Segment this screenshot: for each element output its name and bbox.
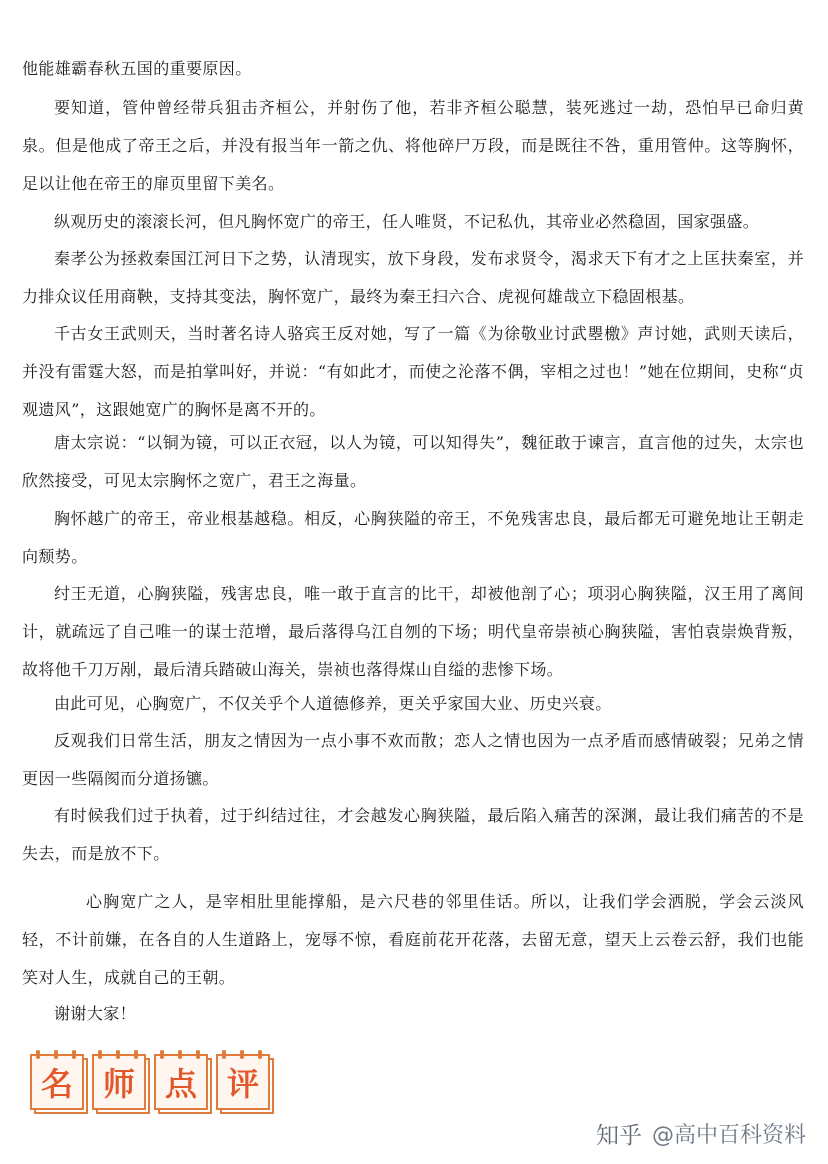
closing-thanks: 谢谢大家！ bbox=[54, 1004, 137, 1023]
paragraph-10: 反观我们日常生活，朋友之情因为一点小事不欢而散；恋人之情也因为一点矛盾而感情破裂；兄弟之情更因一些隔阂而分道扬镳。 bbox=[22, 731, 804, 788]
stamp-char: 评 bbox=[216, 1054, 270, 1110]
paragraph-7: 胸怀越广的帝王，帝业根基越稳。相反，心胸狭隘的帝王，不免残害忠良，最后都无可避免地让王朝走向颓势。 bbox=[22, 509, 804, 566]
stamp-card bbox=[92, 1050, 150, 1112]
paragraph-1: 他能雄霸春秋五国的重要原因。 bbox=[22, 59, 252, 78]
stamp-char: 名 bbox=[30, 1054, 84, 1110]
stamp-card bbox=[30, 1050, 88, 1112]
stamp-card bbox=[154, 1050, 212, 1112]
stamp-card bbox=[216, 1050, 274, 1112]
paragraph-5: 千古女王武则天，当时著名诗人骆宾王反对她，写了一篇《为徐敬业讨武瞾檄》声讨她，武则天读后，并没有雷霆大怒，而是拍掌叫好，并说：“有如此才，而使之沦落不偶，宰相之过也！”她在位期间，史称“贞观遗风”，这跟她宽广的胸怀是离不开的。 bbox=[22, 324, 804, 419]
binder-rings-icon bbox=[160, 1050, 200, 1058]
watermark-account: @高中百科资料 bbox=[651, 1123, 806, 1148]
zhihu-watermark bbox=[596, 1117, 806, 1150]
teacher-comment-stamps bbox=[30, 1050, 274, 1112]
paragraph-8: 纣王无道，心胸狭隘，残害忠良，唯一敢于直言的比干，却被他剖了心；项羽心胸狭隘，汉王用了离间计，就疏远了自己唯一的谋士范增，最后落得乌江自刎的下场；明代皇帝崇祯心胸狭隘，害怕袁崇焕背叛，故将他千刀万剐，最后清兵踏破山海关，崇祯也落得煤山自缢的悲惨下场。 bbox=[22, 584, 804, 679]
paragraph-4: 秦孝公为拯救秦国江河日下之势，认清现实，放下身段，发布求贤令，渴求天下有才之上匡扶秦室，并力排众议任用商鞅，支持其变法，胸怀宽广，最终为秦王扫六合、虎视何雄哉立下稳固根基。 bbox=[22, 249, 804, 306]
paragraph-11: 有时候我们过于执着，过于纠结过往，才会越发心胸狭隘，最后陷入痛苦的深渊，最让我们痛苦的不是失去，而是放不下。 bbox=[22, 806, 804, 863]
binder-rings-icon bbox=[222, 1050, 262, 1058]
stamp-char: 点 bbox=[154, 1054, 208, 1110]
paragraph-2: 要知道，管仲曾经带兵狙击齐桓公，并射伤了他，若非齐桓公聪慧，装死逃过一劫，恐怕早已命归黄泉。但是他成了帝王之后，并没有报当年一箭之仇、将他碎尸万段，而是既往不咎，重用管仲。这等胸怀，足以让他在帝王的扉页里留下美名。 bbox=[22, 98, 804, 193]
watermark-brand: 知乎 bbox=[595, 1123, 642, 1149]
paragraph-6: 唐太宗说：“以铜为镜，可以正衣冠，以人为镜，可以知得失”，魏征敢于谏言，直言他的过失，太宗也欣然接受，可见太宗胸怀之宽广，君王之海量。 bbox=[22, 433, 804, 490]
paragraph-9: 由此可见，心胸宽广，不仅关乎个人道德修养，更关乎家国大业、历史兴衰。 bbox=[54, 694, 612, 713]
stamp-char: 师 bbox=[92, 1054, 146, 1110]
binder-rings-icon bbox=[98, 1050, 138, 1058]
paragraph-12: 心胸宽广之人，是宰相肚里能撑船，是六尺巷的邻里佳话。所以，让我们学会洒脱，学会云淡风轻，不计前嫌，在各自的人生道路上，宠辱不惊，看庭前花开花落，去留无意，望天上云卷云舒，我们也能笑对人生，成就自己的王朝。 bbox=[22, 892, 804, 987]
paragraph-3: 纵观历史的滚滚长河，但凡胸怀宽广的帝王，任人唯贤，不记私仇，其帝业必然稳固，国家强盛。 bbox=[54, 212, 760, 231]
binder-rings-icon bbox=[36, 1050, 76, 1058]
